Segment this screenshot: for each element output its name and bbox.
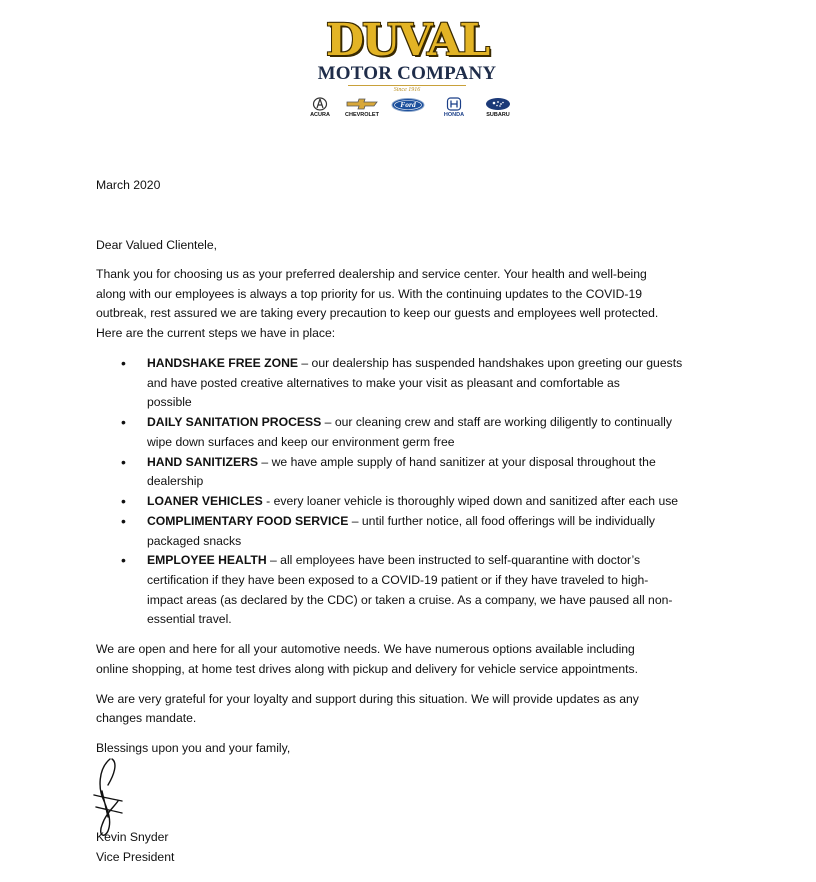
bullet-text: – until further notice, all food offerings will be individually bbox=[348, 514, 656, 528]
bullet-text: impact areas (as declared by the CDC) or taken a cruise. As a company, we have paused all non- bbox=[147, 593, 673, 607]
bullet-title: COMPLIMENTARY FOOD SERVICE bbox=[147, 514, 349, 528]
bullet-text: certification if they have been exposed to a COVID-19 patient or if they have traveled to high- bbox=[147, 573, 649, 587]
logo-since: Since 1916 bbox=[348, 85, 466, 94]
logo-wordmark: DUVAL bbox=[325, 15, 489, 66]
paragraph-line: We are very grateful for your loyalty and support during this situation. We will provide updates as any bbox=[96, 692, 639, 706]
subaru-icon bbox=[485, 97, 511, 111]
subaru-logo: SUBARU bbox=[476, 97, 520, 119]
signer-name: Kevin Snyder bbox=[96, 830, 169, 844]
signer-title: Vice President bbox=[96, 850, 175, 864]
bullet-dot: • bbox=[121, 493, 126, 509]
bullet-title: EMPLOYEE HEALTH bbox=[147, 553, 267, 567]
acura-icon bbox=[312, 97, 328, 111]
bullet-item-food bbox=[147, 512, 655, 532]
bullet-text: – our cleaning crew and staff are working diligently to continually bbox=[321, 415, 672, 429]
bullet-title: DAILY SANITATION PROCESS bbox=[147, 415, 322, 429]
bullet-text: wipe down surfaces and keep our environment germ free bbox=[147, 435, 455, 449]
bullet-dot: • bbox=[121, 552, 126, 568]
bullet-text: essential travel. bbox=[147, 612, 232, 626]
chevrolet-logo: CHEVROLET bbox=[340, 97, 384, 119]
bullet-text: – our dealership has suspended handshakes upon greeting our guests bbox=[298, 356, 683, 370]
bullet-dot: • bbox=[121, 414, 126, 430]
bullet-text: and have posted creative alternatives to make your visit as pleasant and comfortable as bbox=[147, 376, 620, 390]
bullet-item-sanitizers bbox=[147, 453, 656, 473]
acura-logo: ACURA bbox=[298, 97, 342, 119]
honda-logo: HONDA bbox=[432, 97, 476, 119]
bullet-text: – we have ample supply of hand sanitizer at your disposal throughout the bbox=[258, 455, 656, 469]
bullet-item-sanitation bbox=[147, 413, 672, 433]
intro-line: Thank you for choosing us as your preferred dealership and service center. Your health and well-being bbox=[96, 267, 647, 281]
bullet-dot: • bbox=[121, 454, 126, 470]
ford-logo: Ford bbox=[386, 97, 430, 113]
bullet-dot: • bbox=[121, 355, 126, 371]
letter-date: March 2020 bbox=[96, 178, 161, 192]
intro-line: Here are the current steps we have in place: bbox=[96, 326, 336, 340]
bullet-dot: • bbox=[121, 513, 126, 529]
intro-line: along with our employees is always a top priority for us. With the continuing updates to the COVID-19 bbox=[96, 287, 643, 301]
bullet-item-handshake bbox=[147, 354, 682, 374]
brand-logos bbox=[298, 97, 520, 123]
bullet-text: – all employees have been instructed to self-quarantine with doctor’s bbox=[266, 553, 641, 567]
bullet-title: HAND SANITIZERS bbox=[147, 455, 259, 469]
chevrolet-bowtie-icon bbox=[345, 97, 379, 111]
logo-company-name: MOTOR COMPANY bbox=[317, 63, 497, 84]
paragraph-line: changes mandate. bbox=[96, 711, 197, 725]
company-logo bbox=[290, 17, 524, 125]
bullet-item-loaner bbox=[147, 492, 678, 512]
letter-salutation: Dear Valued Clientele, bbox=[96, 238, 218, 252]
bullet-text: dealership bbox=[147, 474, 204, 488]
bullet-text: - every loaner vehicle is thoroughly wiped down and sanitized after each use bbox=[262, 494, 679, 508]
honda-icon bbox=[446, 97, 462, 111]
paragraph-line: We are open and here for all your automotive needs. We have numerous options available including bbox=[96, 642, 635, 656]
bullet-text: packaged snacks bbox=[147, 534, 242, 548]
bullet-title: LOANER VEHICLES bbox=[147, 494, 263, 508]
bullet-item-employee-health bbox=[147, 551, 640, 571]
intro-line: outbreak, rest assured we are taking every precaution to keep our guests and employees well protected. bbox=[96, 306, 659, 320]
letter-closing: Blessings upon you and your family, bbox=[96, 741, 291, 755]
bullet-title: HANDSHAKE FREE ZONE bbox=[147, 356, 298, 370]
bullet-text: possible bbox=[147, 395, 192, 409]
paragraph-line: online shopping, at home test drives along with pickup and delivery for vehicle service appointments. bbox=[96, 662, 638, 676]
